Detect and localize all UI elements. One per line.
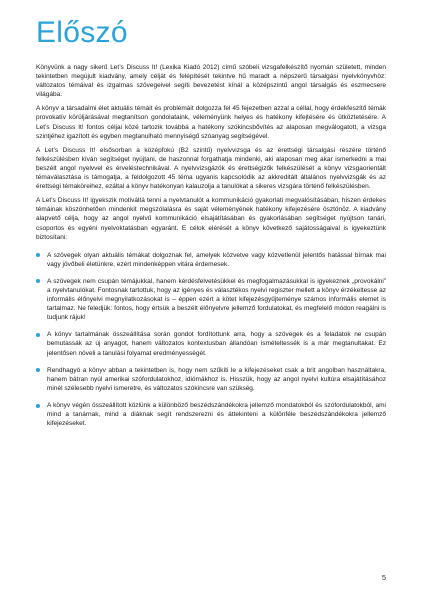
list-item-text: Rendhagyó a könyv abban a tekintetben is, hogy nem szűkíti le a kifejezéseket csak a brit angolban használtakra, hanem bátran nyúl amerikai szófordulatokhoz, idiómákhoz is. Hisszük, hogy az angol nyelvi kultúra elsajátításához minél szélesebb nyelvi ismeretre, és változatos szókincsre van szükség. — [47, 366, 386, 392]
bullet-dot-icon — [36, 404, 40, 408]
paragraph: Könyvünk a nagy sikerű Let’s Discuss It! (Lexika Kiadó 2012) című szóbeli vizsgafelkészítő nyomán született, minden tekintetben megújult kiadvány, amely célját és felépítését tekintve hű maradt a népszerű társalgási nyelvkönyvhöz: változatos témáival és izgalmas szövegeivel segíti bevezetést kínál a középszintű angol társalgás és eszmecsere világába. — [36, 64, 386, 99]
page-number: 5 — [381, 573, 386, 582]
bullet-dot-icon — [36, 368, 40, 372]
bullet-dot-icon — [36, 333, 40, 337]
list-item — [36, 330, 386, 357]
list-item — [36, 277, 386, 322]
list-item-text: A könyv végén összeállított közlünk a különböző beszédszándékokra jellemző mondatokból és szófordulatokból, ami mind a tanárnak, mind a diáknak segít rendszerezni és áttekinteni a különféle beszédszándékokra jellemző kifejezéseket. — [47, 401, 386, 428]
list-item — [36, 366, 386, 393]
list-item-text: A szövegek nem csupán témájukkal, hanem kérdésfelvetésükkel és megfogalmazásukkal is igyekeznek „provokálni” a nyelvtanulókat. Fontosnak tartottuk, hogy az igényes és választékos nyelvi regiszter mellett a könyv érzékeltesse az informális élőnyelvi megnyilatkozásokat is – éppen ezért a kötet kifejezésgyűjteménye számos informális elemet is tartalmaz. Ne feledjük: fontos, hogy értsük a beszélt élőnyelvre jellemző fordulatokat, és megfelelő módon reagálni is tudjunk rájuk! — [47, 277, 386, 322]
list-item — [36, 251, 386, 269]
page-title: Előszó — [36, 16, 128, 49]
preface-body — [36, 63, 386, 436]
paragraph: A könyv a társadalmi élet aktuális témáit és problémáit dolgozza fel 45 fejezetben azzal a céllal, hogy érdekfeszítő témák provokatív körüljárásával megtanítson gondolataink, véleményünk helyes és hatékony kifejtésére és ütköztetésére. A Let’s Discuss It! fontos céljai közé tartozik továbbá a hatékony szókincsbővítés az alaposan megválogatott, a vizsga szintjéhez igazított és egyben megtanulható mennyiségű szóanyag segítségével. — [36, 105, 386, 140]
bullet-dot-icon — [36, 253, 40, 257]
paragraph: A Let’s Discuss It! elsősorban a középfokú (B2 szintű) nyelvvizsga és az érettségi társalgási részére történő felkészülésben kíván segítséget nyújtani, de haszonnal forgathatja mindenki, aki alaposan meg akar ismerkedni a mai beszélt angol nyelvvel és érveléstechnikával. A nyelvvizsgázók és érettségizők felkészülését a könyv vizsgaorientált témaválasztása is támogatja, a feldolgozott 45 téma ugyanis kapcsolódik az akkreditált általános nyelvvizsgák és az érettségi témaköreihez, ezáltal a könyv hatékonyan kalauzolja a tanulókat a sikeres vizsgára történő felkészülésben. — [36, 146, 386, 191]
feature-list — [36, 251, 386, 429]
list-item-text: A könyv tartalmának összeállítása során gondot fordítottunk arra, hogy a szövegek és a feladatok ne csupán bemutassák az új anyagot, hanem változatos kontextusban állandóan ismételtessék is a már megtanultakat. Ez jelentősen növeli a tanulási folyamat eredményességét. — [47, 331, 386, 357]
list-item-text: A szövegek olyan aktuális témákat dolgoznak fel, amelyek közvetve vagy közvetlenül jelentős hatással bírnak mai vagy jövőbeli életünkre, ezért mindenképpen vitára érdemesek. — [47, 251, 386, 268]
list-item — [36, 401, 386, 428]
paragraph: A Let’s Discuss It! igyekszik motiváltá tenni a nyelvtanulót a kommunikáció gyakorlati megvalósításában, hiszen érdekes témáinak köszönhetően mindenkit megszólalásra és saját véleményének hatékony kifejezésére ösztönöz. A kiadvány alapvető célja, hogy az angol nyelvű kommunikáció elsajátításában és gyakorlásában segítséget nyújtson tanári, csoportos és egyéni nyelvoktatásban egyaránt. E célok elérését a könyv következő sajátosságaival is igyekeztünk biztosítani: — [36, 197, 386, 241]
bullet-dot-icon — [36, 279, 40, 283]
